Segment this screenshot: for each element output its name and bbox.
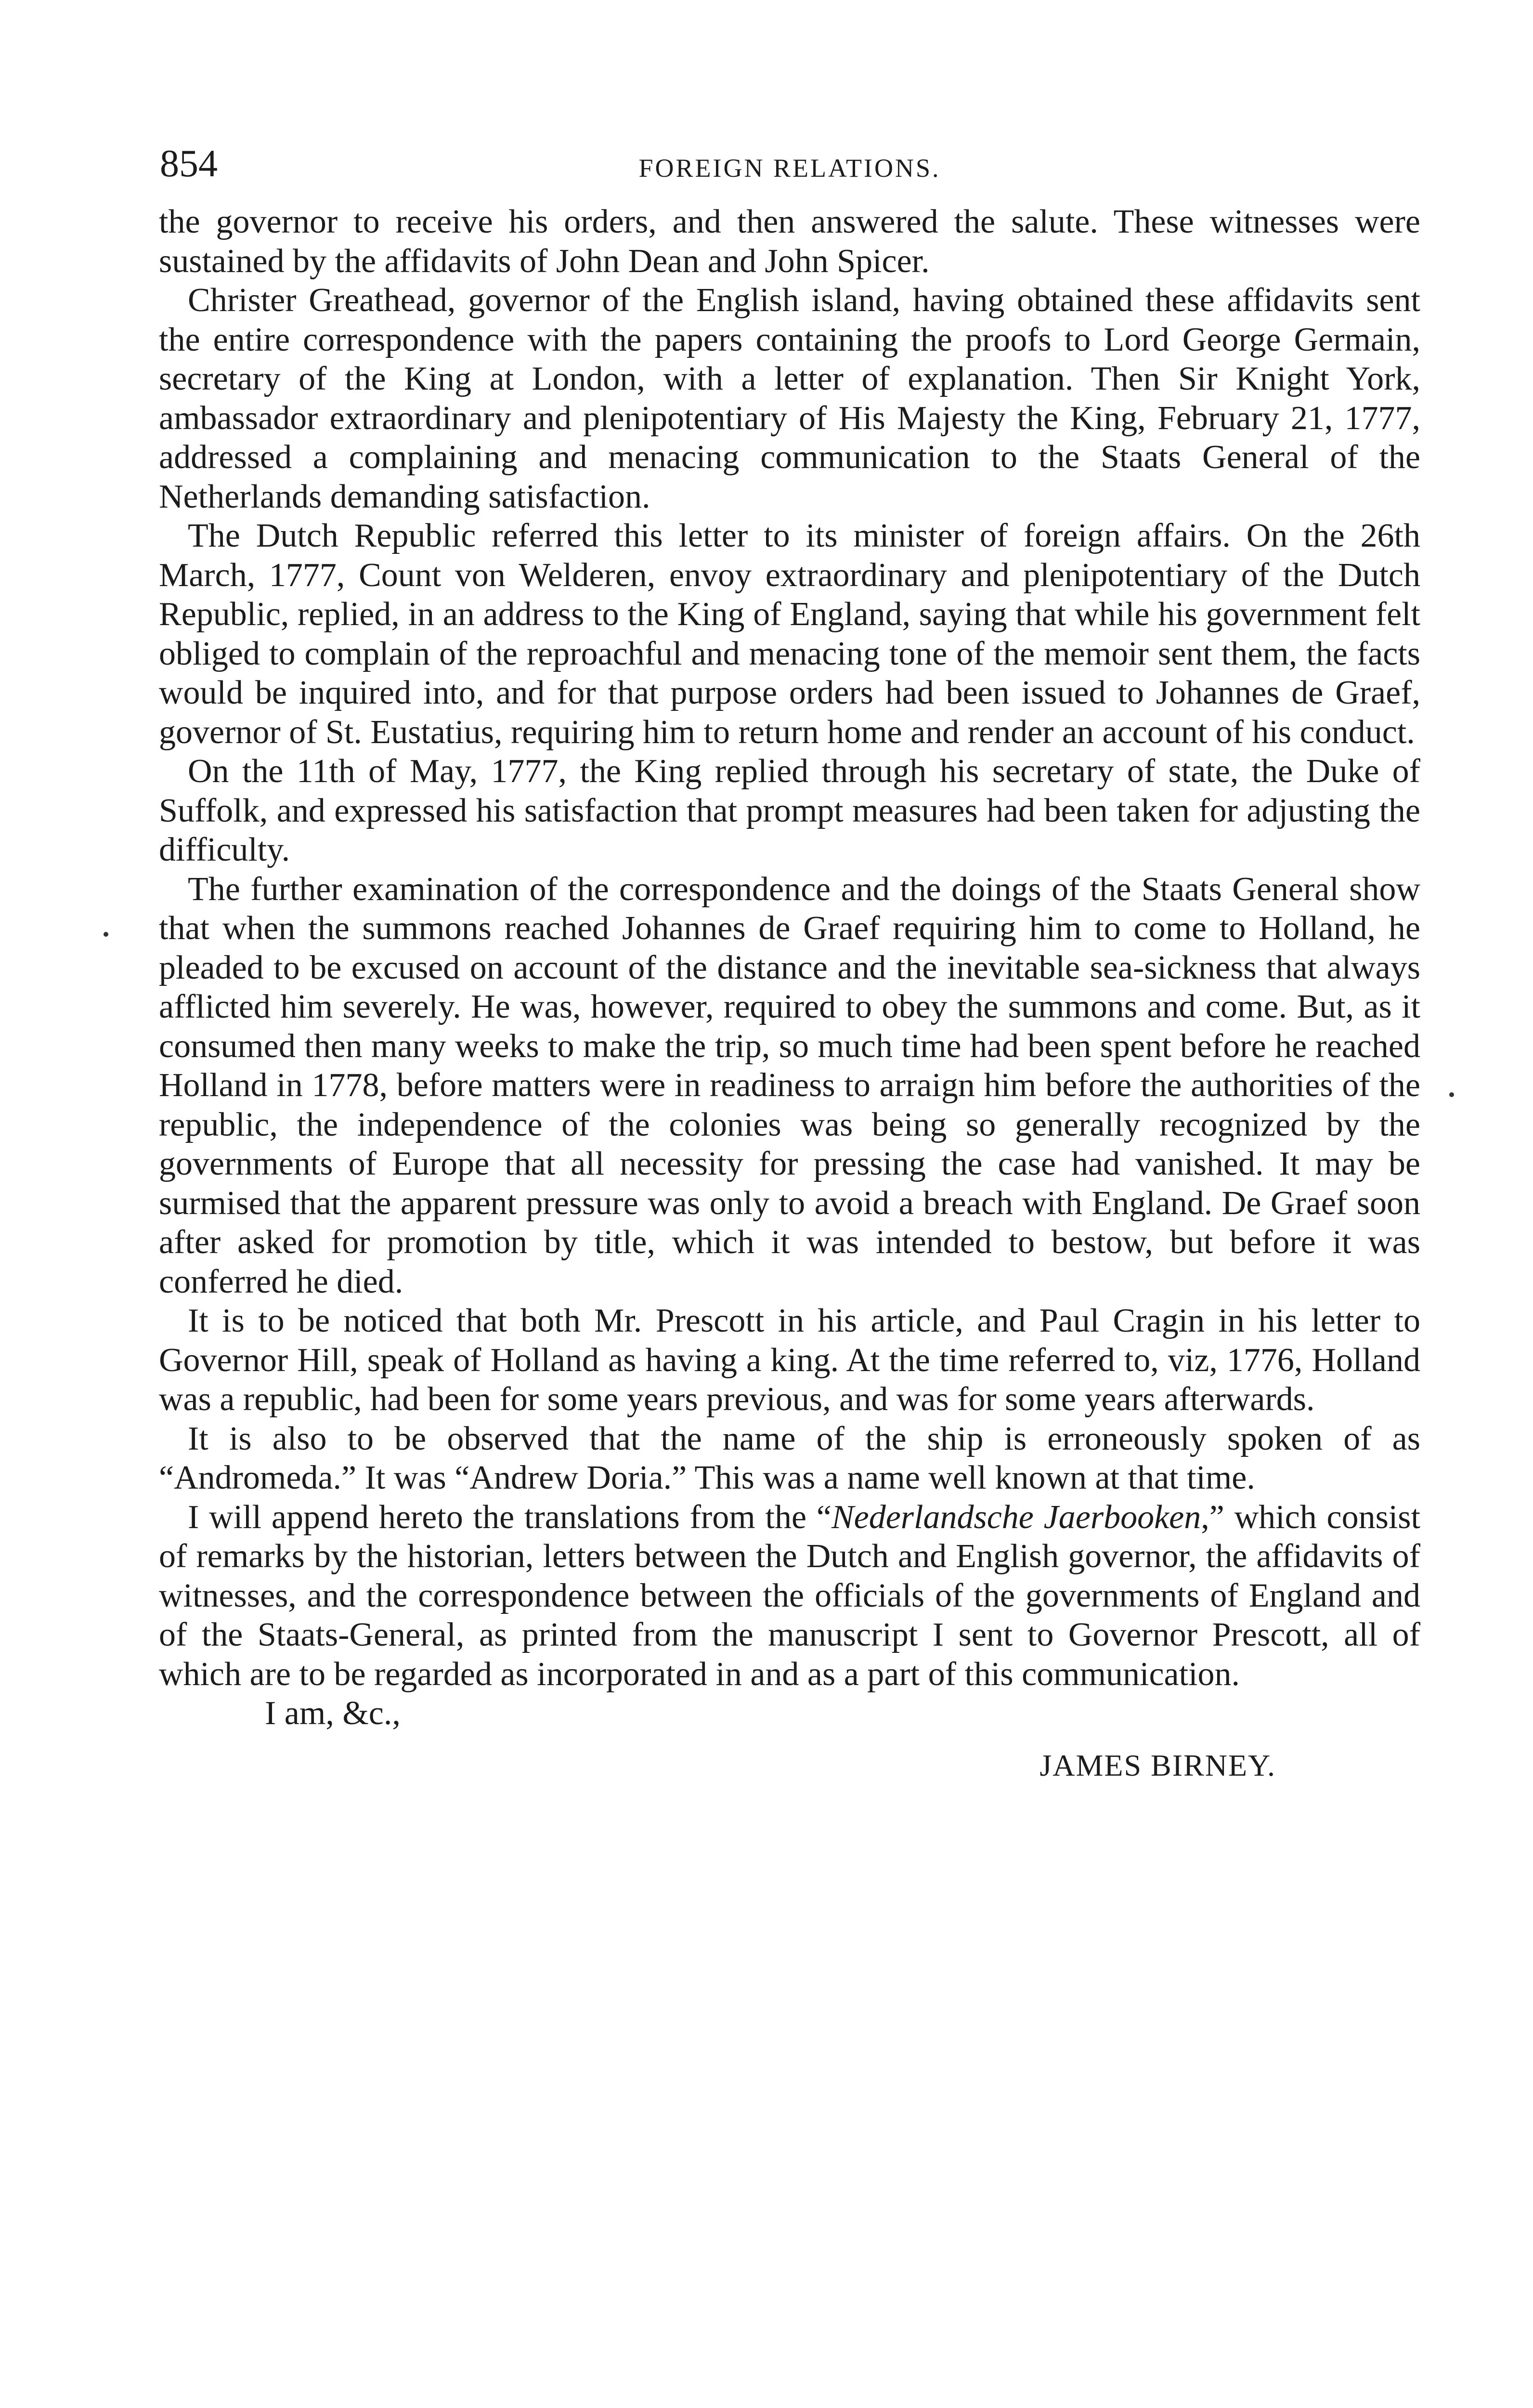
paragraph-3: The Dutch Republic referred this letter to its minister of foreign affairs. On the 26th March, 1777, Count von Welderen, envoy extraordinary and plenipotentiary of the Dutch Republic, replied, in an address to the King of England, saying that while his government felt obliged to complain of the reproachful and menacing tone of the memoir sent them, the facts would be inquired into, and for that purpose orders had been issued to Johannes de Graef, governor of St. Eustatius, requiring him to return home and render an account of his conduct.: [159, 517, 1420, 751]
paragraph-4: On the 11th of May, 1777, the King replied through his secretary of state, the Duke of Suffolk, and expressed his satisfaction that prompt measures had been taken for adjusting the difficulty.: [159, 753, 1420, 868]
margin-dot-left: [104, 932, 108, 937]
page-number: 854: [160, 143, 218, 185]
paragraph-8: [159, 1498, 1420, 1694]
closing-line: I am, &c.,: [265, 1695, 401, 1732]
paragraph-8-end: ,” which consist of remarks by the historian, letters between the Dutch and English governor, the affidavits of witnesses, and the correspondence between the officials of the governments of England and of the Staats-General, as printed from the manuscript I sent to Governor Prescott, all of which are to be regarded as incorporated in and as a part of this communication.: [159, 1498, 1420, 1693]
running-head: FOREIGN RELATIONS.: [638, 154, 941, 183]
document-page: [159, 140, 1420, 1785]
paragraph-7: It is also to be observed that the name of the ship is erroneously spoken of as “Andromeda.” It was “Andrew Doria.” This was a name well known at that time.: [159, 1420, 1420, 1496]
paragraph-1: the governor to receive his orders, and then answered the salute. These witnesses were sustained by the affidavits of John Dean and John Spicer.: [159, 203, 1420, 280]
paragraph-2: Christer Greathead, governor of the English island, having obtained these affidavits sent the entire correspondence with the papers containing the proofs to Lord George Germain, secretary of the King at London, with a letter of explanation. Then Sir Knight York, ambassador extraordinary and plenipotentiary of His Majesty the King, February 21, 1777, addressed a complaining and menacing communication to the Staats General of the Netherlands demanding satisfaction.: [159, 282, 1420, 515]
paragraph-8-italic-title: Nederlandsche Jaerbooken: [831, 1498, 1201, 1536]
paragraph-5: The further examination of the correspondence and the doings of the Staats General show that when the summons reached Johannes de Graef requiring him to come to Holland, he pleaded to be excused on account of the distance and the inevitable sea-sickness that always afflicted him severely. He was, however, required to obey the summons and come. But, as it consumed then many weeks to make the trip, so much time had been spent before he reached Holland in 1778, before matters were in readiness to arraign him before the authorities of the republic, the independence of the colonies was being so generally recognized by the governments of Europe that all necessity for pressing the case had vanished. It may be surmised that the apparent pressure was only to avoid a breach with England. De Graef soon after asked for promotion by title, which it was intended to bestow, but before it was conferred he died.: [159, 870, 1420, 1300]
margin-dot-right: [1449, 1092, 1454, 1097]
paragraph-8-start: I will append hereto the translations from the “: [188, 1498, 831, 1536]
signature: JAMES BIRNEY.: [1039, 1748, 1276, 1782]
body-text: [159, 202, 1420, 1785]
page-header: [159, 140, 1420, 193]
paragraph-6: It is to be noticed that both Mr. Prescott in his article, and Paul Cragin in his letter to Governor Hill, speak of Holland as having a king. At the time referred to, viz, 1776, Holland was a republic, had been for some years previous, and was for some years afterwards.: [159, 1302, 1420, 1418]
